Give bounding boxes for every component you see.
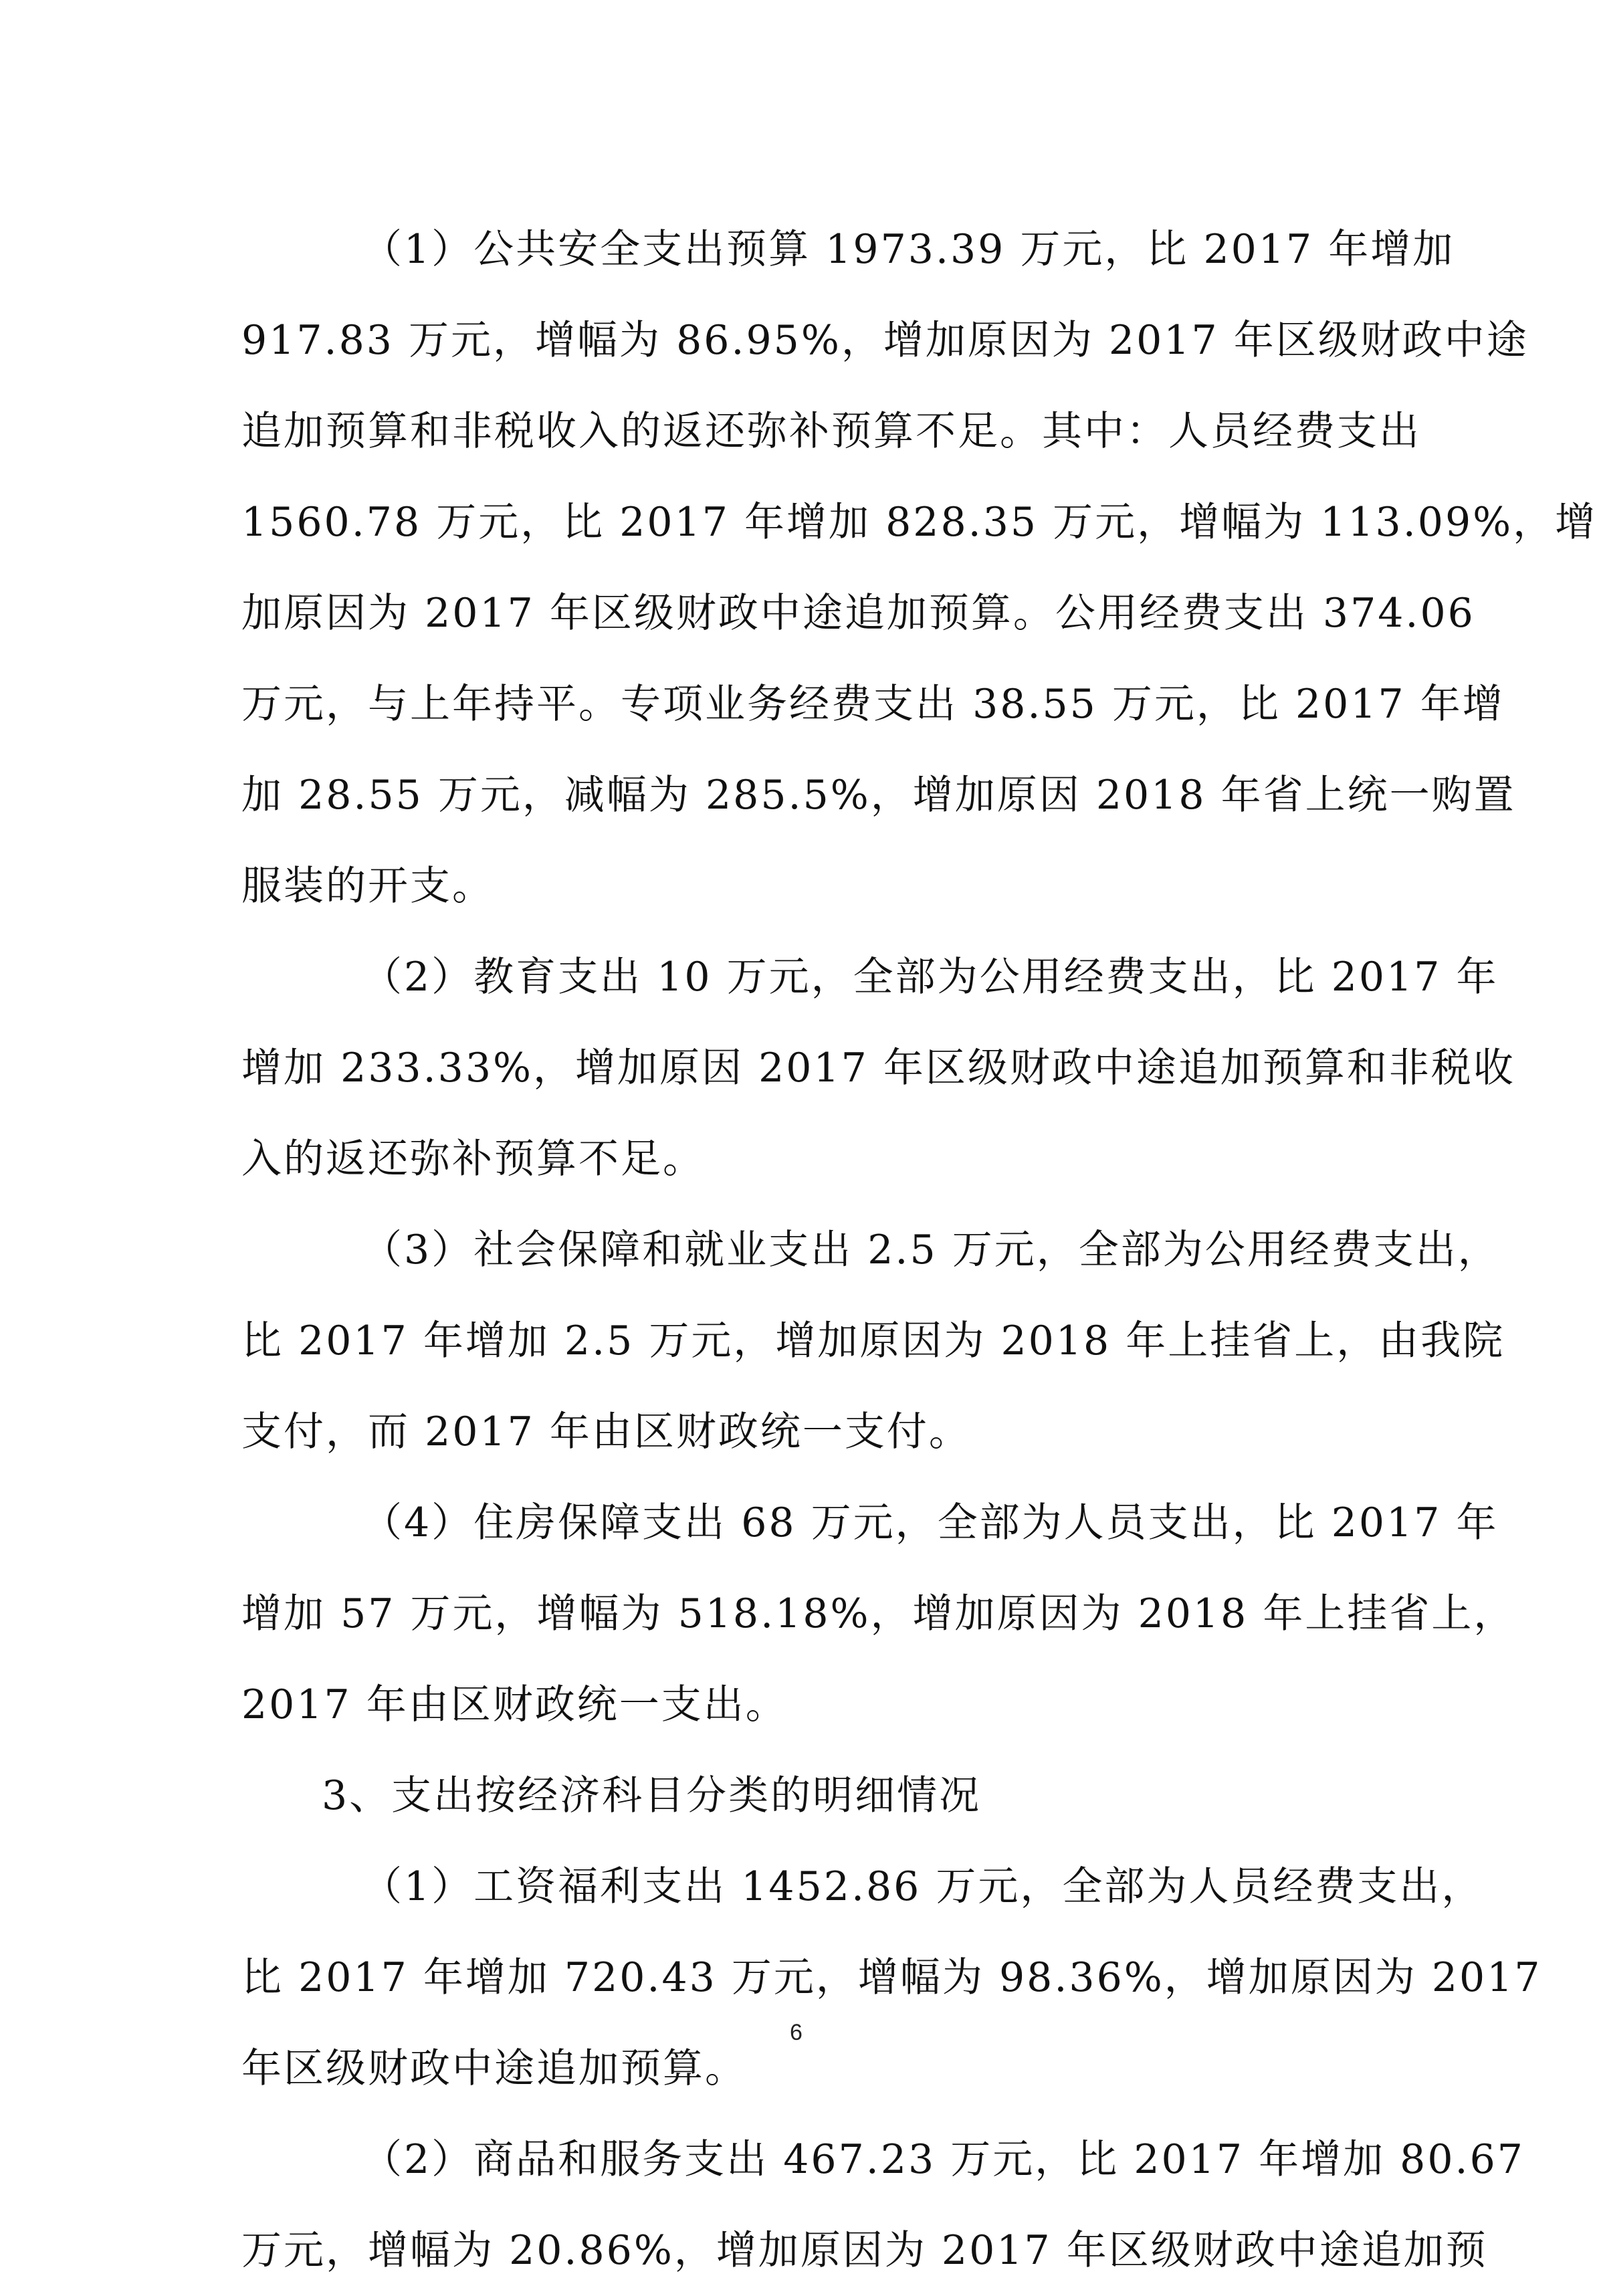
paragraph-line: 万元，增幅为 20.86%，增加原因为 2017 年区级财政中途追加预 [241,2227,1488,2274]
paragraph-line: 比 2017 年增加 720.43 万元，增幅为 98.36%，增加原因为 2017 [241,1954,1542,2001]
paragraph-line: （2）商品和服务支出 467.23 万元，比 2017 年增加 80.67 [362,2136,1525,2183]
paragraph-line: 2017 年由区财政统一支出。 [241,1681,788,1728]
paragraph-line: （1）工资福利支出 1452.86 万元，全部为人员经费支出， [362,1863,1484,1910]
paragraph-line: 服装的开支。 [241,863,494,910]
paragraph-line: （4）住房保障支出 68 万元，全部为人员支出，比 2017 年 [362,1499,1499,1546]
paragraph-line: 加 28.55 万元，减幅为 285.5%，增加原因 2018 年省上统一购置 [241,772,1516,819]
paragraph-line: 万元，与上年持平。专项业务经费支出 38.55 万元，比 2017 年增 [241,681,1505,728]
section-heading: 3、支出按经济科目分类的明细情况 [322,1772,982,1819]
paragraph-line: 支付，而 2017 年由区财政统一支付。 [241,1408,971,1455]
paragraph-line: （3）社会保障和就业支出 2.5 万元，全部为公用经费支出， [362,1227,1500,1273]
page-number: 6 [790,2020,803,2045]
paragraph-line: 1560.78 万元，比 2017 年增加 828.35 万元，增幅为 113.09%，增 [241,499,1597,546]
paragraph-line: 年区级财政中途追加预算。 [241,2045,747,2092]
paragraph-line: 917.83 万元，增幅为 86.95%，增加原因为 2017 年区级财政中途 [241,317,1529,364]
document-body [241,204,1597,2296]
paragraph-line: 追加预算和非税收入的返还弥补预算不足。其中：人员经费支出 [241,408,1421,455]
paragraph-line: （1）公共安全支出预算 1973.39 万元，比 2017 年增加 [362,226,1455,273]
paragraph-line: 入的返还弥补预算不足。 [241,1136,705,1182]
paragraph-line: 加原因为 2017 年区级财政中途追加预算。公用经费支出 374.06 [241,590,1475,637]
paragraph-line: 比 2017 年增加 2.5 万元，增加原因为 2018 年上挂省上，由我院 [241,1318,1505,1364]
paragraph-line: 增加 233.33%，增加原因 2017 年区级财政中途追加预算和非税收 [241,1045,1515,1091]
paragraph-line: 增加 57 万元，增幅为 518.18%，增加原因为 2018 年上挂省上， [241,1590,1516,1637]
paragraph-line: （2）教育支出 10 万元，全部为公用经费支出，比 2017 年 [362,954,1499,1001]
